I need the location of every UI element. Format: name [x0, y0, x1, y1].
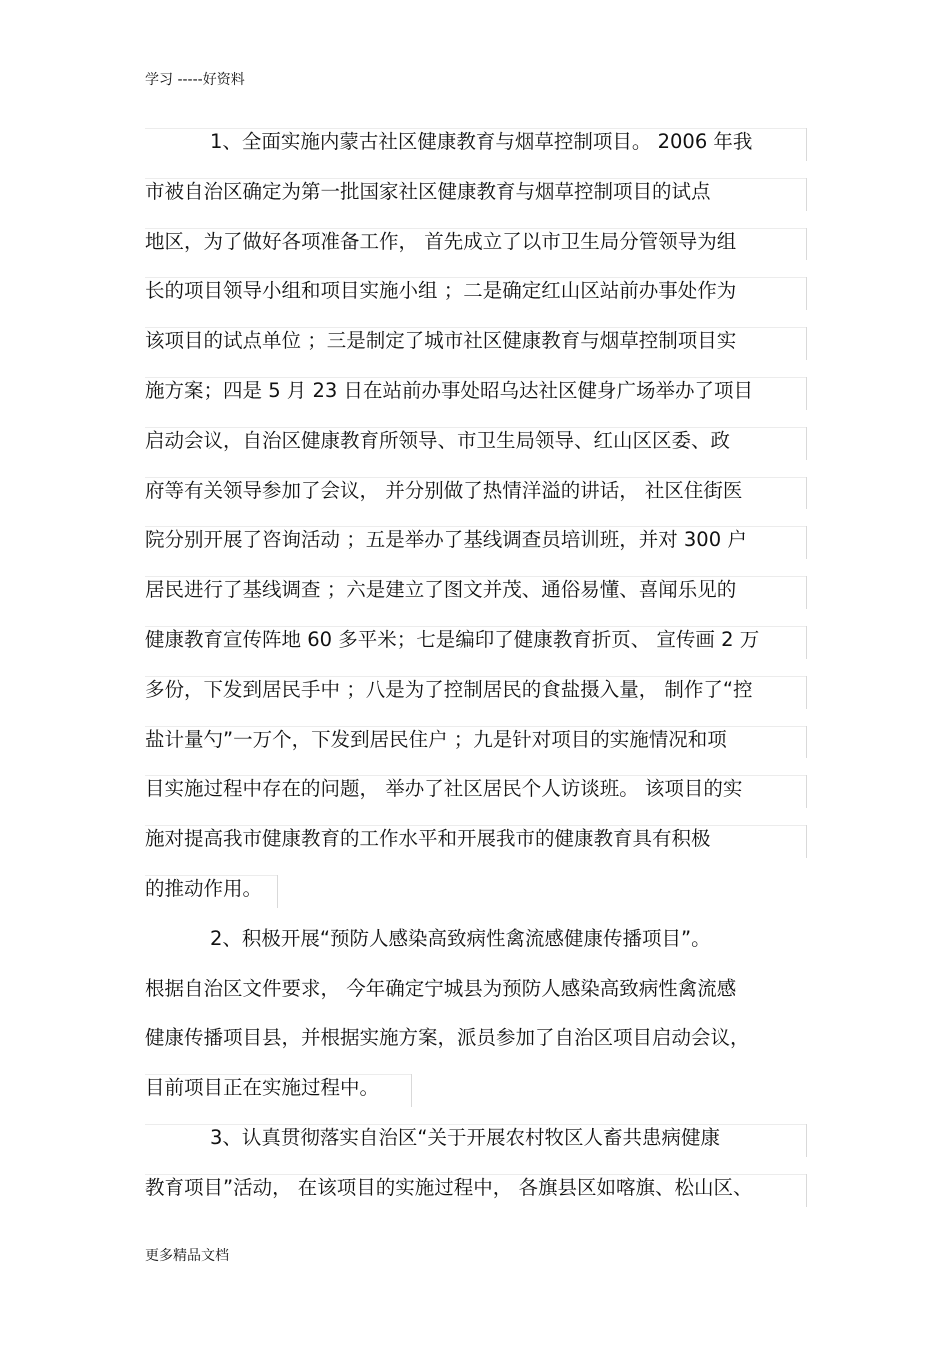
text-line: 的推动作用。: [145, 864, 807, 914]
page-footer: 更多精品文档: [145, 1248, 229, 1264]
text-line: 启动会议，自治区健康教育所领导、市卫生局领导、红山区区委、政: [145, 416, 807, 466]
page-header: 学习 -----好资料: [145, 72, 245, 88]
text-line: 1、全面实施内蒙古社区健康教育与烟草控制项目。 2006 年我: [145, 117, 807, 167]
text-line: 健康教育宣传阵地 60 多平米；七是编印了健康教育折页、 宣传画 2 万: [145, 615, 807, 665]
text-line: 2、积极开展“预防人感染高致病性禽流感健康传播项目”。: [210, 926, 711, 950]
text-line: 市被自治区确定为第一批国家社区健康教育与烟草控制项目的试点: [145, 167, 807, 217]
text-line: 3、认真贯彻落实自治区“关于开展农村牧区人畜共患病健康: [145, 1113, 807, 1163]
text-line: 该项目的试点单位 ；三是制定了城市社区健康教育与烟草控制项目实: [145, 316, 807, 366]
text-line: 目实施过程中存在的问题， 举办了社区居民个人访谈班。 该项目的实: [145, 764, 807, 814]
text-line: 教育项目”活动， 在该项目的实施过程中， 各旗县区如喀旗、松山区、: [145, 1163, 807, 1213]
text-line: 健康传播项目县，并根据实施方案，派员参加了自治区项目启动会议，: [145, 1026, 750, 1050]
text-line: 长的项目领导小组和项目实施小组 ；二是确定红山区站前办事处作为: [145, 266, 807, 316]
text-line: 盐计量勺”一万个，下发到居民住户 ；九是针对项目的实施情况和项: [145, 715, 807, 765]
text-line: 根据自治区文件要求， 今年确定宁城县为预防人感染高致病性禽流感: [145, 976, 737, 1000]
text-line: 府等有关领导参加了会议， 并分别做了热情洋溢的讲话， 社区住街医: [145, 466, 807, 516]
text-line: 居民进行了基线调查 ；六是建立了图文并茂、通俗易懂、喜闻乐见的: [145, 565, 807, 615]
text-line: 目前项目正在实施过程中。: [145, 1063, 807, 1113]
text-line: 多份，下发到居民手中 ；八是为了控制居民的食盐摄入量， 制作了“控: [145, 665, 807, 715]
document-body: [145, 117, 807, 1213]
text-line: 地区，为了做好各项准备工作， 首先成立了以市卫生局分管领导为组: [145, 217, 807, 267]
text-line: 院分别开展了咨询活动 ；五是举办了基线调查员培训班，并对 300 户: [145, 515, 807, 565]
text-line: 施对提高我市健康教育的工作水平和开展我市的健康教育具有积极: [145, 814, 807, 864]
text-line: 施方案；四是 5 月 23 日在站前办事处昭乌达社区健身广场举办了项目: [145, 366, 807, 416]
